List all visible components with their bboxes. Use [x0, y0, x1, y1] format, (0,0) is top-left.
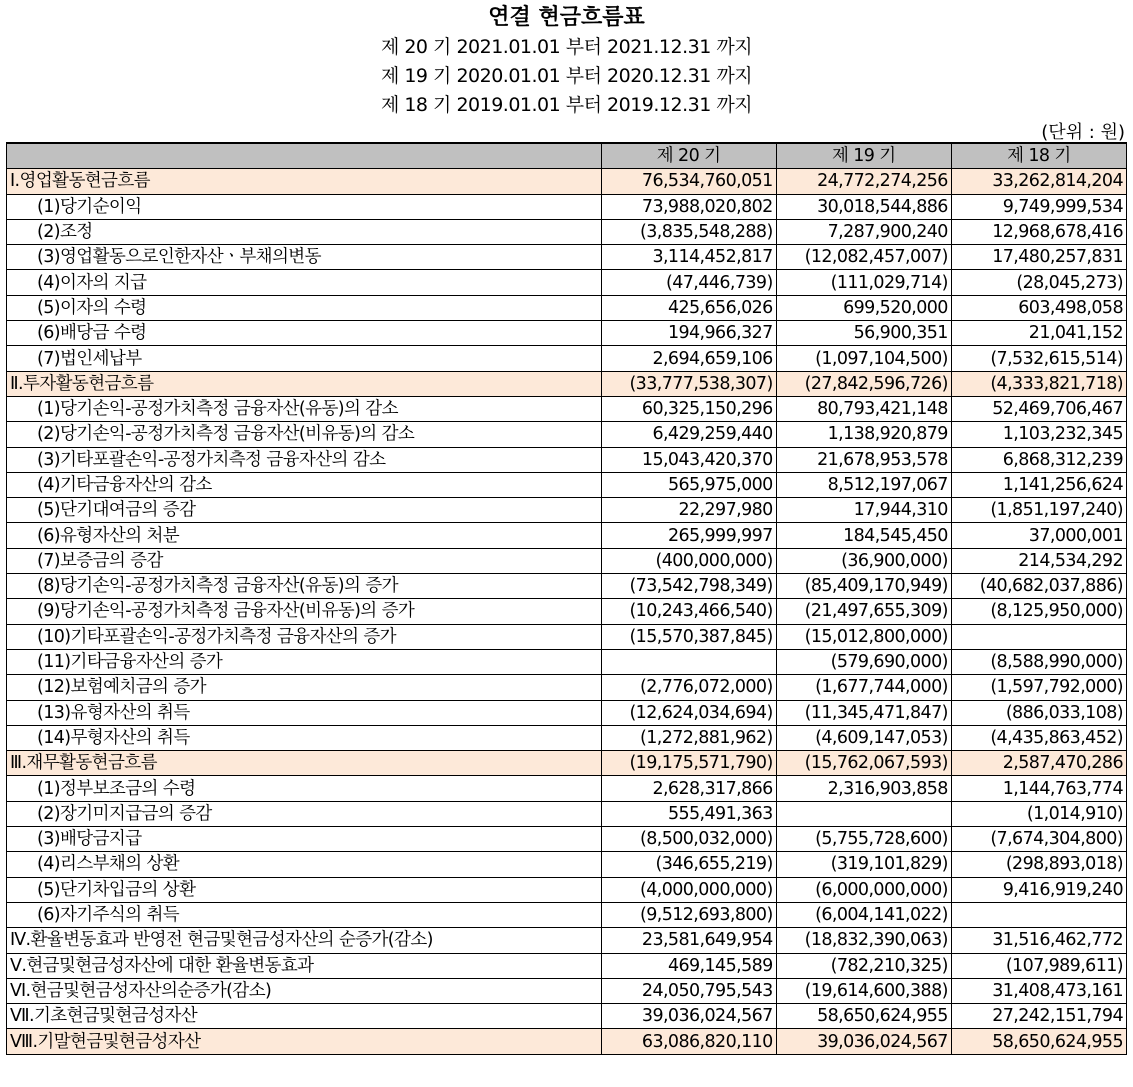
row-label: (3)영업활동으로인한자산ㆍ부채의변동 [7, 245, 602, 270]
amount-cell: (1,677,744,000) [776, 675, 951, 700]
table-row [7, 700, 1127, 725]
row-label: (4)이자의 지급 [7, 270, 602, 295]
table-row [7, 1004, 1127, 1029]
amount-cell: (6,000,000,000) [776, 877, 951, 902]
amount-cell: 603,498,058 [951, 295, 1126, 320]
column-header-period-18: 제 18 기 [951, 143, 1126, 169]
amount-cell: 2,316,903,858 [776, 776, 951, 801]
amount-cell [951, 902, 1126, 927]
amount-cell: (4,435,863,452) [951, 725, 1126, 750]
amount-cell: 15,043,420,370 [601, 447, 776, 472]
table-row [7, 245, 1127, 270]
amount-cell [776, 801, 951, 826]
row-label: Ⅴ.현금및현금성자산에 대한 환율변동효과 [7, 953, 602, 978]
amount-cell: 1,103,232,345 [951, 422, 1126, 447]
amount-cell: 63,086,820,110 [601, 1029, 776, 1054]
amount-cell: 194,966,327 [601, 321, 776, 346]
period-line: 제 18 기 2019.01.01 부터 2019.12.31 까지 [380, 94, 753, 116]
amount-cell: 23,581,649,954 [601, 928, 776, 953]
amount-cell: (11,345,471,847) [776, 700, 951, 725]
amount-cell: 9,749,999,534 [951, 194, 1126, 219]
cash-flow-table [6, 142, 1127, 1055]
amount-cell: 2,628,317,866 [601, 776, 776, 801]
table-row [7, 776, 1127, 801]
row-label: Ⅷ.기말현금및현금성자산 [7, 1029, 602, 1054]
amount-cell: 33,262,814,204 [951, 169, 1126, 194]
amount-cell: 265,999,997 [601, 523, 776, 548]
table-row [7, 599, 1127, 624]
amount-cell: (15,012,800,000) [776, 624, 951, 649]
amount-cell: 699,520,000 [776, 295, 951, 320]
amount-cell: (28,045,273) [951, 270, 1126, 295]
amount-cell: 6,429,259,440 [601, 422, 776, 447]
amount-cell: (9,512,693,800) [601, 902, 776, 927]
table-row [7, 548, 1127, 573]
row-label: (3)기타포괄손익-공정가치측정 금융자산의 감소 [7, 447, 602, 472]
amount-cell [951, 624, 1126, 649]
amount-cell: (27,842,596,726) [776, 371, 951, 396]
amount-cell: 469,145,589 [601, 953, 776, 978]
amount-cell: 37,000,001 [951, 523, 1126, 548]
row-label: (1)당기손익-공정가치측정 금융자산(유동)의 감소 [7, 396, 602, 421]
amount-cell: (15,570,387,845) [601, 624, 776, 649]
row-label: (6)배당금 수령 [7, 321, 602, 346]
table-row [7, 396, 1127, 421]
amount-cell: 1,144,763,774 [951, 776, 1126, 801]
row-label: Ⅰ.영업활동현금흐름 [7, 169, 602, 194]
amount-cell: 17,480,257,831 [951, 245, 1126, 270]
table-row [7, 978, 1127, 1003]
amount-cell: (7,674,304,800) [951, 827, 1126, 852]
table-row [7, 523, 1127, 548]
table-row [7, 498, 1127, 523]
row-label: (7)법인세납부 [7, 346, 602, 371]
amount-cell: 2,694,659,106 [601, 346, 776, 371]
table-row [7, 447, 1127, 472]
amount-cell: (298,893,018) [951, 852, 1126, 877]
unit-label: (단위 : 원) [1041, 122, 1125, 143]
table-row [7, 953, 1127, 978]
amount-cell: 22,297,980 [601, 498, 776, 523]
amount-cell: (4,333,821,718) [951, 371, 1126, 396]
row-label: (13)유형자산의 취득 [7, 700, 602, 725]
row-label: (5)이자의 수령 [7, 295, 602, 320]
section-row [7, 1029, 1127, 1054]
amount-cell: 21,041,152 [951, 321, 1126, 346]
row-label: (8)당기손익-공정가치측정 금융자산(유동)의 증가 [7, 574, 602, 599]
row-label: (5)단기대여금의 증감 [7, 498, 602, 523]
section-row [7, 169, 1127, 194]
table-row [7, 801, 1127, 826]
table-header-row [7, 143, 1127, 169]
amount-cell: (6,004,141,022) [776, 902, 951, 927]
row-label: (3)배당금지급 [7, 827, 602, 852]
amount-cell: (4,609,147,053) [776, 725, 951, 750]
amount-cell: 21,678,953,578 [776, 447, 951, 472]
row-label: (4)기타금융자산의 감소 [7, 472, 602, 497]
report-header [0, 3, 1133, 120]
table-row [7, 928, 1127, 953]
column-header-label [7, 143, 602, 169]
amount-cell: (400,000,000) [601, 548, 776, 573]
row-label: (11)기타금융자산의 증가 [7, 649, 602, 674]
amount-cell: 3,114,452,817 [601, 245, 776, 270]
amount-cell: (8,588,990,000) [951, 649, 1126, 674]
table-row [7, 270, 1127, 295]
row-label: Ⅵ.현금및현금성자산의순증가(감소) [7, 978, 602, 1003]
table-row [7, 321, 1127, 346]
amount-cell: 184,545,450 [776, 523, 951, 548]
amount-cell: 39,036,024,567 [601, 1004, 776, 1029]
amount-cell: (1,272,881,962) [601, 725, 776, 750]
amount-cell: 1,138,920,879 [776, 422, 951, 447]
amount-cell: (15,762,067,593) [776, 751, 951, 776]
section-row [7, 371, 1127, 396]
row-label: (1)당기순이익 [7, 194, 602, 219]
table-row [7, 725, 1127, 750]
amount-cell: (346,655,219) [601, 852, 776, 877]
row-label: (4)리스부채의 상환 [7, 852, 602, 877]
amount-cell: (19,175,571,790) [601, 751, 776, 776]
table-row [7, 422, 1127, 447]
row-label: (1)정부보조금의 수령 [7, 776, 602, 801]
table-row [7, 219, 1127, 244]
amount-cell: 17,944,310 [776, 498, 951, 523]
table-row [7, 472, 1127, 497]
table-row [7, 675, 1127, 700]
table-row [7, 295, 1127, 320]
table-row [7, 902, 1127, 927]
amount-cell: (18,832,390,063) [776, 928, 951, 953]
amount-cell: 58,650,624,955 [951, 1029, 1126, 1054]
amount-cell: 58,650,624,955 [776, 1004, 951, 1029]
amount-cell: (782,210,325) [776, 953, 951, 978]
amount-cell: (36,900,000) [776, 548, 951, 573]
amount-cell: (40,682,037,886) [951, 574, 1126, 599]
amount-cell: 2,587,470,286 [951, 751, 1126, 776]
row-label: (9)당기손익-공정가치측정 금융자산(비유동)의 증가 [7, 599, 602, 624]
section-row [7, 751, 1127, 776]
row-label: (2)장기미지급금의 증감 [7, 801, 602, 826]
period-line: 제 20 기 2021.01.01 부터 2021.12.31 까지 [380, 36, 753, 58]
period-line: 제 19 기 2020.01.01 부터 2020.12.31 까지 [380, 65, 753, 87]
row-label: (10)기타포괄손익-공정가치측정 금융자산의 증가 [7, 624, 602, 649]
amount-cell: 6,868,312,239 [951, 447, 1126, 472]
amount-cell: 24,050,795,543 [601, 978, 776, 1003]
amount-cell: 31,408,473,161 [951, 978, 1126, 1003]
amount-cell: (5,755,728,600) [776, 827, 951, 852]
amount-cell: 31,516,462,772 [951, 928, 1126, 953]
table-row [7, 649, 1127, 674]
table-row [7, 852, 1127, 877]
amount-cell: 7,287,900,240 [776, 219, 951, 244]
row-label: (5)단기차입금의 상환 [7, 877, 602, 902]
amount-cell: (1,097,104,500) [776, 346, 951, 371]
amount-cell: (4,000,000,000) [601, 877, 776, 902]
amount-cell: (7,532,615,514) [951, 346, 1126, 371]
row-label: (6)자기주식의 취득 [7, 902, 602, 927]
row-label: (6)유형자산의 처분 [7, 523, 602, 548]
column-header-period-19: 제 19 기 [776, 143, 951, 169]
amount-cell: (319,101,829) [776, 852, 951, 877]
table-row [7, 877, 1127, 902]
amount-cell: 12,968,678,416 [951, 219, 1126, 244]
amount-cell: 39,036,024,567 [776, 1029, 951, 1054]
amount-cell: 24,772,274,256 [776, 169, 951, 194]
amount-cell: (8,125,950,000) [951, 599, 1126, 624]
table-row [7, 827, 1127, 852]
amount-cell: (579,690,000) [776, 649, 951, 674]
amount-cell: (8,500,032,000) [601, 827, 776, 852]
table-row [7, 624, 1127, 649]
amount-cell: 52,469,706,467 [951, 396, 1126, 421]
amount-cell: 76,534,760,051 [601, 169, 776, 194]
amount-cell: 1,141,256,624 [951, 472, 1126, 497]
amount-cell: (1,597,792,000) [951, 675, 1126, 700]
amount-cell: (33,777,538,307) [601, 371, 776, 396]
table-row [7, 194, 1127, 219]
amount-cell: (1,014,910) [951, 801, 1126, 826]
row-label: Ⅶ.기초현금및현금성자산 [7, 1004, 602, 1029]
amount-cell: 9,416,919,240 [951, 877, 1126, 902]
amount-cell: 555,491,363 [601, 801, 776, 826]
amount-cell: (47,446,739) [601, 270, 776, 295]
row-label: Ⅱ.투자활동현금흐름 [7, 371, 602, 396]
column-header-period-20: 제 20 기 [601, 143, 776, 169]
amount-cell: (21,497,655,309) [776, 599, 951, 624]
amount-cell: 214,534,292 [951, 548, 1126, 573]
amount-cell: 73,988,020,802 [601, 194, 776, 219]
row-label: (12)보험예치금의 증가 [7, 675, 602, 700]
amount-cell: 565,975,000 [601, 472, 776, 497]
table-row [7, 574, 1127, 599]
amount-cell: (3,835,548,288) [601, 219, 776, 244]
amount-cell: (2,776,072,000) [601, 675, 776, 700]
amount-cell: 80,793,421,148 [776, 396, 951, 421]
amount-cell: (886,033,108) [951, 700, 1126, 725]
row-label: (7)보증금의 증감 [7, 548, 602, 573]
amount-cell: (12,082,457,007) [776, 245, 951, 270]
amount-cell: (1,851,197,240) [951, 498, 1126, 523]
amount-cell: (111,029,714) [776, 270, 951, 295]
row-label: (14)무형자산의 취득 [7, 725, 602, 750]
amount-cell: (107,989,611) [951, 953, 1126, 978]
table-row [7, 346, 1127, 371]
amount-cell: (10,243,466,540) [601, 599, 776, 624]
amount-cell: (19,614,600,388) [776, 978, 951, 1003]
row-label: Ⅲ.재무활동현금흐름 [7, 751, 602, 776]
amount-cell: (73,542,798,349) [601, 574, 776, 599]
amount-cell: 8,512,197,067 [776, 472, 951, 497]
amount-cell [601, 649, 776, 674]
amount-cell: 30,018,544,886 [776, 194, 951, 219]
amount-cell: 60,325,150,296 [601, 396, 776, 421]
amount-cell: 27,242,151,794 [951, 1004, 1126, 1029]
amount-cell: 56,900,351 [776, 321, 951, 346]
row-label: (2)당기손익-공정가치측정 금융자산(비유동)의 감소 [7, 422, 602, 447]
report-title: 연결 현금흐름표 [488, 5, 645, 30]
row-label: (2)조정 [7, 219, 602, 244]
row-label: Ⅳ.환율변동효과 반영전 현금및현금성자산의 순증가(감소) [7, 928, 602, 953]
amount-cell: 425,656,026 [601, 295, 776, 320]
amount-cell: (12,624,034,694) [601, 700, 776, 725]
amount-cell: (85,409,170,949) [776, 574, 951, 599]
